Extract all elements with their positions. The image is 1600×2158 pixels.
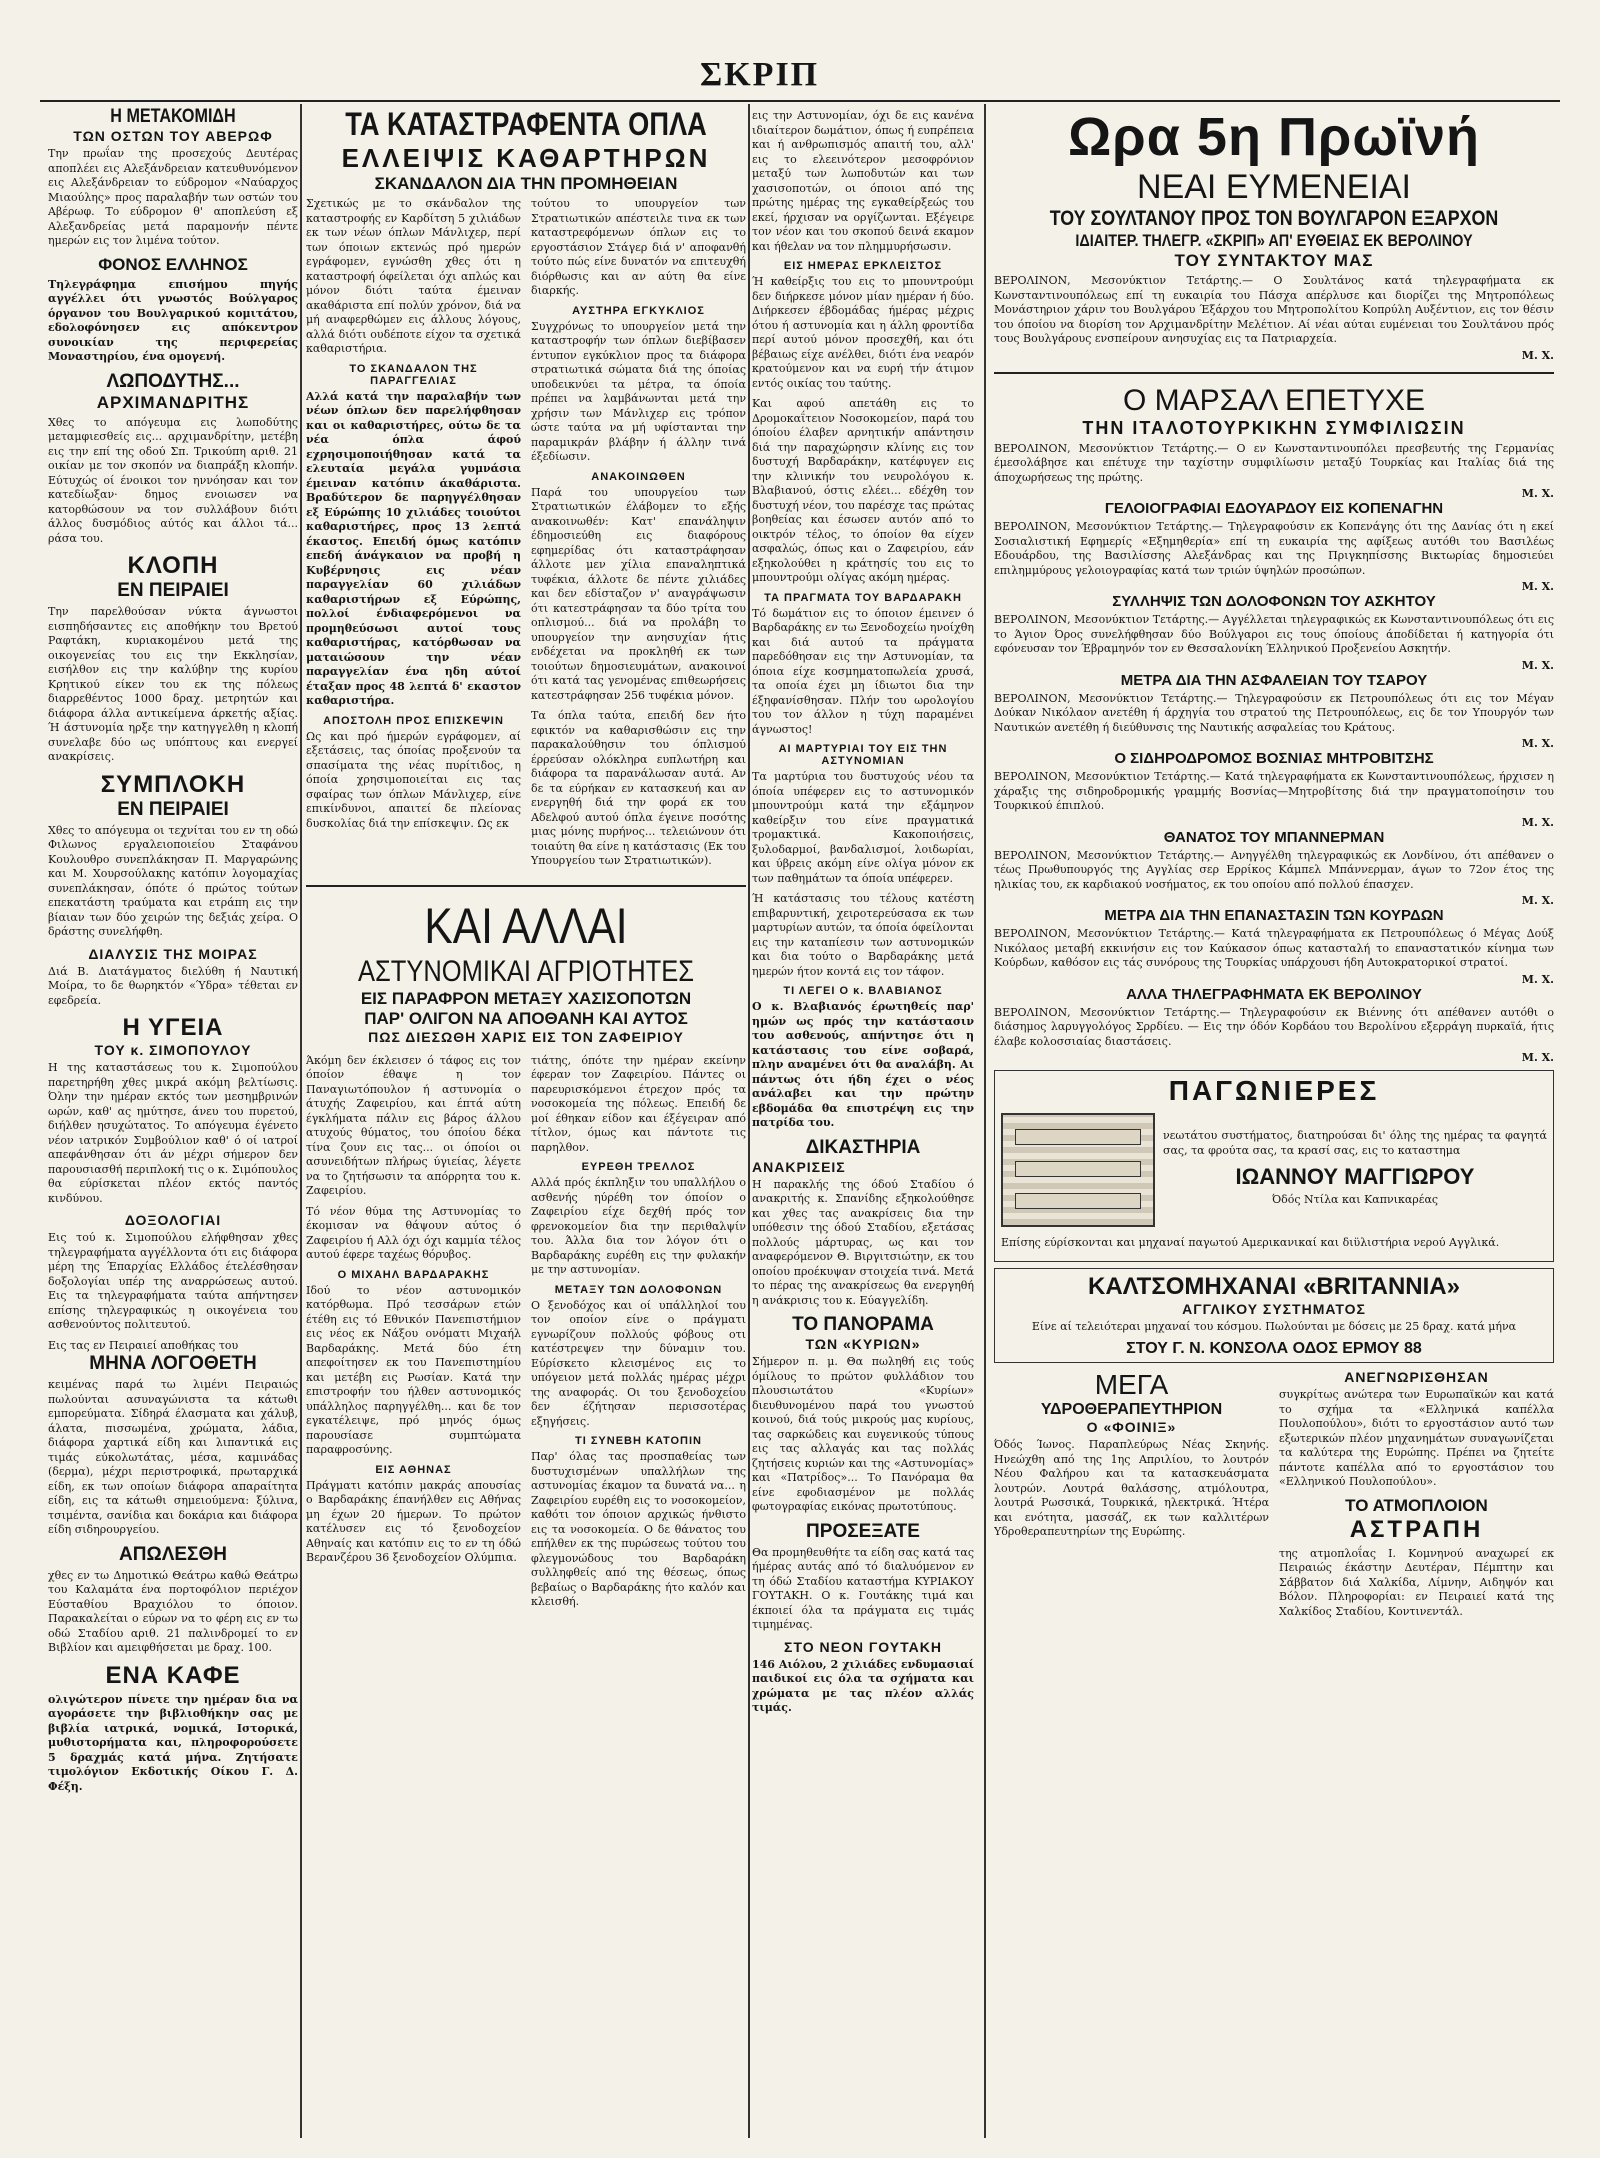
telegram-text: ΒΕΡΟΛΙΝΟΝ, Μεσονύκτιον Τετάρτης.— Κατά τηλεγραφήματα εκ Κωνσταντινουπόλεως, ήρχισεν η χάραξις της σιδηροδρομικής γραμμής Βοσνίας—Μητροβίτσης διά την πραγματοποίησιν του Τουρκικού έπιπλού. <box>994 770 1554 812</box>
headline-sub: ΤΟΥ ΣΥΝΤΑΚΤΟΥ ΜΑΣ <box>1174 251 1374 270</box>
article-title: ΔΟΞΟΛΟΓΙΑΙ <box>124 1212 222 1228</box>
article-left <box>306 194 521 875</box>
article-text: Ιδού το νέον αστυνομικόν κατόρθωμα. Πρό τεσσάρων ετών έτέθη εις τό Εθνικόν Πανεπιστήμιον εις νέος εκ Νάξου ονόματι Μιχαήλ Βαρδαράκης. Μετά δύο έτη απεφοίτησεν εκ του Πανεπιστημίου και μετέβη εις Ρωσίαν. Κατά την επιστροφήν του ήλθεν αστυνομικός υπάλληλος παρηγγέλθη... και δε τον εγκατέλειψε, πρό μηνός όμως παρουσίασε συμπτώματα παραφροσύνης. <box>306 1283 521 1456</box>
byline: Μ. Χ. <box>1521 348 1554 362</box>
section-title: ΕΙΣ ΑΘΗΝΑΣ <box>375 1463 452 1476</box>
byline: Μ. Χ. <box>1521 894 1554 907</box>
article-columns <box>306 1051 746 1616</box>
headline: ΚΑΙ ΑΛΛΑΙ <box>424 897 628 954</box>
divider <box>306 885 746 887</box>
column-2 <box>306 106 746 2136</box>
ad-text: νεωτάτου συστήματος, διατηρούσαι δι' όλης της ημέρας τα φαγητά σας, τα φρούτα σας, τα κρασί σας, εις το καταστημα <box>1163 1129 1547 1157</box>
ad-title: ΠΡΟΣΕΞΑΤΕ <box>806 1520 920 1542</box>
section-title: ΜΕΤΑΞΥ ΤΩΝ ΔΟΛΟΦΟΝΩΝ <box>554 1283 723 1296</box>
column-3 <box>752 106 974 2136</box>
ad-address: ΣΤΟΥ Γ. Ν. ΚΟΝΣΟΛΑ ΟΔΟΣ ΕΡΜΟΥ 88 <box>1126 1340 1422 1357</box>
section-title: ΔΙΚΑΣΤΗΡΙΑ <box>805 1136 921 1158</box>
section-subtitle: ΑΝΑΚΡΙΣΕΙΣ <box>752 1158 846 1175</box>
divider <box>994 372 1554 374</box>
telegram-text: ΒΕΡΟΛΙΝΟΝ, Μεσονύκτιον Τετάρτης.— Τηλεγραφούσιν εκ Βιέννης ότι απέθανεν αυτόθι ο διάσημος λαρυγγολόγος Σρρδίευ. — Εις την όδόν Κορδάου του Βερολίνου εξερράγη πυρκαϊά, ήτις έλαβε κολοσσιαίας διαστάσεις. <box>994 1005 1554 1048</box>
article-text: Τό νέον θύμα της Αστυνομίας το έκομισαν να θάψουν αύτος ό Ζαφειρίου ή Αλλ όχι όχι καμμία τέλος αυτού έφερε ταχέως θόρυβος. <box>306 1204 521 1261</box>
headline-sub: ΝΕΑΙ ΕΥΜΕΝΕΙΑΙ <box>1137 168 1411 206</box>
headline-sub: ΠΩΣ ΔΙΕΣΩΘΗ ΧΑΡΙΣ ΕΙΣ ΤΟΝ ΖΑΦΕΙΡΙΟΥ <box>368 1028 684 1045</box>
article-text: Αλλά κατά την παραλαβήν των νέων όπλων δεν παρελήφθησαν και οι καθαριστήρες, ούτω δε τα νέα όπλα άφού εχρησιμοποιήθησαν κατά τα ελευταία μεγάλα γυμνάσια έμειναν κατόπιν άκαθάριστα. Βραδύτερον δε παρηγγέλθησαν εξ Εύρώπης 10 χιλιάδες τοιούτοι καθαριστήρες, προς 13 λεπτά έκαστος. Επειδή όμως κατόπιν επεδή άνάγκαιον να προβή η Κυβέρνησις εις νέαν παραγγελίαν 60 χιλιάδων καθαριστήρων εξ Εύρώπης, πολλοί ένδιαφερόμενοι να προμηθεύσωσι αυτοί τους καθαριστήρας, κατόρθωσαν να ματαιώσουν την νέαν παραγγελίαν ένα ηδη αύτοί έταξαν προς 48 λεπτά δ' εκαστον καθαριστήρα. <box>306 389 521 707</box>
byline: Μ. Χ. <box>1521 487 1554 500</box>
article-text: Η της καταστάσεως του κ. Σιμοπούλου παρετηρήθη χθες μικρά ακόμη βελτίωσις. Όλην την ημέραν εκτός των μεσημβρινών ωρών, καθ' ας ημύτησε, άνευ του πυρετού, διήλθεν ησυχώτατος. Το απόγευμα έγένετο νέον ιατρικόν Συμβούλιον καθ' ό οί ιατροί απεφάνθησαν ότι άν μέχρι σήμερον δεν παρουσιασθή περιπλοκή τις ο κ. Σιμόπουλος θα εύρίσκεται πλέον εκτός παντός κινδύνου. <box>48 1061 298 1205</box>
headline: Ωρα 5η Πρωϊνή <box>1068 107 1480 167</box>
article-text: Σχετικώς με το σκάνδαλον της καταστροφής εν Καρδίτση 5 χιλιάδων εκ των νέων όπλων Μάνλιχερ, περί των όποιων εκτενώς πρό ημερών εγράφομεν, εγνώσθη χθες ότι η καταστροφή όφείλεται όχι απλώς και μόνον διότι ταύτα έμειναν ακαθάριστα επί πολύν χρόνον, διά να μή αναφερθώμεν εις άλλους λόγους, αλλά διότι ουδέποτε είχον τα σχετικά καθαριστήρια. <box>306 197 521 355</box>
article-text: Τό δωμάτιον εις το όποιον έμεινεν ό Βαρδαράκης εν τω Ξενοδοχείω ηνοίχθη και διά αυτού τα πράγματα παρεδόθησαν εις την Αστυνομίαν, τα όποια είχε κοσμηματοπωλεία χρυσά, τα οποία έχει μη ίδιωτοι δια την έξηφανίσθησαν. Πλήν του ωρολογίου του τον άλλον η τύχη παραμένει άγνωστος! <box>752 606 974 736</box>
byline: Μ. Χ. <box>1521 658 1554 672</box>
ad-subtitle: ΑΓΓΛΙΚΟΥ ΣΥΣΤΗΜΑΤΟΣ <box>1182 1300 1366 1317</box>
article-subtitle: ΕΝ ΠΕΙΡΑΙΕΙ <box>117 580 229 601</box>
icebox-drawer <box>1015 1161 1141 1177</box>
telegram-text: ΒΕΡΟΛΙΝΟΝ, Μεσονύκτιον Τετάρτης.— Αγγέλλεται τηλεγραφικώς εκ Κωνσταντινουπόλεως ότι εις το Άγιον Όρος συνελήφθησαν δύο Βούλγαροι εις τους όποίους άποδίδεται ή κατηγορία ότι εφόνευσαν τον Έβραμηνόν τον εν Θεσσαλονίκη Έλληνικού Προξενείου Ασκητήν. <box>994 613 1554 655</box>
article-title: Η ΜΕΤΑΚΟΜΙΔΗ <box>110 106 236 127</box>
ad-merchant: Ο «ΦΟΙΝΙΞ» <box>1086 1419 1177 1435</box>
headline-sub: ΣΚΑΝΔΑΛΟΝ ΔΙΑ ΤΗΝ ΠΡΟΜΗΘΕΙΑΝ <box>374 174 678 193</box>
section-title: ΑΙ ΜΑΡΤΥΡΙΑΙ ΤΟΥ ΕΙΣ ΤΗΝ ΑΣΤΥΝΟΜΙΑΝ <box>778 743 948 767</box>
article-right <box>531 194 746 875</box>
telegram-title: ΓΕΛΟΙΟΓΡΑΦΙΑΙ ΕΔΟΥΑΡΔΟΥ ΕΙΣ ΚΟΠΕΝΑΓΗΝ <box>1104 500 1444 517</box>
advertisement <box>994 1268 1554 1364</box>
advertisement <box>994 1369 1269 1625</box>
newspaper-title: ΣΚΡΙΠ <box>700 56 820 93</box>
ad-title: ΠΑΓΩΝΙΕΡΕΣ <box>1168 1075 1380 1106</box>
article-text: Ο κ. Βλαβιανός έρωτηθείς παρ' ημών ως πρός την κατάστασιν του ασθενούς, απήντησε ότι η κατάστασις του είνε σοβαρά, πλην αναμένει ότι θα αναλάβη. Αι πάντως ότι ήδη έχει ο νέος ανάλαβει και την πρώτην εβδομάδα θα επιστρέψη εις την πατρίδα του. <box>752 1000 974 1129</box>
icebox-illustration <box>1001 1113 1155 1227</box>
masthead-rule <box>40 100 1560 102</box>
article-text: Άκόμη δεν έκλεισεν ό τάφος εις τον όποίον έθαψε η τον Παναγιωτόπουλον ή αστυνομία ο άτυχής Ζαφειρίου, και έπτά αύτη έγκλήματα πάλιν εις βάρος άλλου ατυχούς θύματος, του όποίου δέκα τίνα ζουν εις τας... οι όποίοι οι ασυνειδήτων πλήρως ύγιείας, λέγετε να το ζητήσωσιν τα απόρρητα του κ. Ζαφειρίου. <box>306 1053 521 1197</box>
ad-text: Επίσης εύρίσκονται και μηχαναί παγωτού Αμερικανικαί και διϋλιστήρια νερού Αγγλικά. <box>1001 1236 1500 1249</box>
ad-row <box>994 1369 1554 1625</box>
article-columns <box>306 194 746 875</box>
ad-title: ΚΑΛΤΣΟΜΗΧΑΝΑΙ «BRITANNIA» <box>1088 1272 1460 1300</box>
telegram-text: ΒΕΡΟΛΙΝΟΝ, Μεσονύκτιον Τετάρτης.— Ανηγγέλθη τηλεγραφικώς εκ Λονδίνου, ότι απέθανεν ο τέως Πρωθυπουργός της Αγγλίας σερ Ερρίκος Κάμπελ Μπάννερμαν, άγων το 72ον έτος της ηλικίας του, εκ καρδιακού νοσήματος, εκ του οποίου από πολλού έπασχεν. <box>994 848 1554 891</box>
headline: ΤΑ ΚΑΤΑΣΤΡΑΦΕΝΤΑ ΟΠΛΑ <box>345 106 707 142</box>
section-title: ΑΥΣΤΗΡΑ ΕΓΚΥΚΛΙΟΣ <box>572 304 705 317</box>
column-divider <box>300 104 302 2138</box>
article-text: Την πρωΐαν της προσεχούς Δευτέρας αποπλέει εις Αλεξάνδρειαν κατευθυνόμενον εις Αλεξάνδρειαν το εύδρομον «Ναύαρχος Μιαούλης» προς παραλαβήν των οστών του Αβέρωφ. Το εύδρομον θ' αποπλεύση εξ Αλεξανδρείας μετά παραμονήν πέντε ημερών εις τον λιμένα τούτον. <box>48 147 298 247</box>
section-title: ΤΟ ΣΚΑΝΔΑΛΟΝ ΤΗΣ ΠΑΡΑΓΓΕΛΙΑΣ <box>349 362 478 387</box>
ad-copy <box>1163 1126 1547 1214</box>
section-title: ΕΥΡΕΘΗ ΤΡΕΛΛΟΣ <box>581 1161 696 1173</box>
byline: Μ. Χ. <box>1521 737 1554 750</box>
telegram-title: ΜΕΤΡΑ ΔΙΑ ΤΗΝ ΑΣΦΑΛΕΙΑΝ ΤΟΥ ΤΣΑΡΟΥ <box>1120 671 1428 689</box>
article-right <box>531 1051 746 1616</box>
article-text: Παρ' όλας τας προσπαθείας των δυστυχισμένων υπαλλήλων της αστυνομίας έκαμον τα δυνατά να... η Ζαφειρίου ευρέθη εις το νοσοκομείον, καθότι τον όποιον αρχικώς ήνθιστο εις τα νοσοκομεία. Ο δε θάνατος του επήλθεν εκ της πυρώσεως τούτου του φλεγμονώδους του Βαρδαράκη συλληφθείς από της θέσεως, όπως βεβαίως ο Βαρδαράκης ήτο καλόν και κλεισθή. <box>531 1450 746 1608</box>
headline-sub: ΤΗΝ ΙΤΑΛΟΤΟΥΡΚΙΚΗΝ ΣΥΜΦΙΛΙΩΣΙΝ <box>1082 417 1466 438</box>
section-title: ΤΙ ΣΥΝΕΒΗ ΚΑΤΟΠΙΝ <box>575 1435 702 1447</box>
article-text: Ή κατάστασις του τέλους κατέστη επιβαρυντική, χειροτερεύσασα εκ των μαρτυρίων αυτών, τα όποία όφείλονται εις την καταπίεσιν των αστυνομικών και δια τούτο ο Βαρδαράκης μετά ημερών ήτον κοντά εις τον τάφον. <box>752 892 974 978</box>
headline-sub: ΕΙΣ ΠΑΡΑΦΡΟΝ ΜΕΤΑΞΥ ΧΑΣΙΣΟΠΟΤΩΝ <box>360 988 692 1008</box>
ad-intro: Εις τας εν Πειραιεί αποθήκας του <box>48 1338 239 1352</box>
article-title: ΣΥΜΠΛΟΚΗ <box>100 770 246 798</box>
column-1 <box>48 106 298 2136</box>
icebox-drawer <box>1015 1129 1141 1145</box>
section-title: ΤΑ ΠΡΑΓΜΑΤΑ ΤΟΥ ΒΑΡΔΑΡΑΚΗ <box>764 591 962 604</box>
section-title: ΕΙΣ ΗΜΕΡΑΣ ΕΡΚΛΕΙΣΤΟΣ <box>783 260 943 272</box>
telegram-text: ΒΕΡΟΛΙΝΟΝ, Μεσονύκτιον Τετάρτης.— Τηλεγραφούσιν εκ Πετρουπόλεως ότι εις τον Μέγαν Δούκαν Νικόλαον ανετέθη ή άρχηγία του στρατού της Πετρουπόλεως, εις δε τον Υπουργόν των Ναυτικών ανετέθη ή διεύθυνσις της Ναυτικής ασφαλείας του Κράτους. <box>994 691 1554 734</box>
article-text: Διά Β. Διατάγματος διελύθη ή Ναυτική Μοίρα, το δε θωρηκτόν «Ύδρα» τέθεται εν εφεδρεία. <box>48 964 298 1007</box>
telegram-text: ΒΕΡΟΛΙΝΟΝ, Μεσονύκτιον Τετάρτης.— Τηλεγραφούσιν εκ Κοπενάγης ότι της Δανίας ότι η εκεί Σοσιαλιστική Εφημερίς «Εξημηθερία» επί τη ευκαιρία της αφίξεως αυτόθι του Βασιλέως Εδουάρδου, της Βασιλίσσης Αλεξάνδρας και της Πριγκηπίσσης Βικτωρίας δημοσιεύει επιλημμύρους γελοιογραφίας κατά των τριών ύψηλών προσώπων. <box>994 520 1554 577</box>
ad-text: Είνε αί τελειότεραι μηχαναί του κόσμου. Πωλούνται με δόσεις με 25 δραχ. κατά μήνα <box>1031 1319 1517 1333</box>
column-4 <box>994 106 1554 2136</box>
byline: Μ. Χ. <box>1521 972 1554 986</box>
article-text: Τα όπλα ταύτα, επειδή δεν ήτο εφικτόν να καθαρισθώσιν εις την παρακαλούθησιν του όπλισμού έρρεύσαν ολόκληρα ευπλωτήρη και διάφορα τα παρανάλωσαν αυτά. Αν δε τα εύρήκαν εν κατασκευή και αν ενεργηθή διά την φορά εκ του Αδελφού αυτού όπλα έγεινε ποσότης μιας μόνης πυρήνος... τελειώνουν ότι τοιαύτη θα είνε η κατάστασις (Εκ του Υπουργείου των Στρατιωτικών). <box>531 709 746 867</box>
notice-text: χθες εν τω Δημοτικώ Θεάτρω καθώ Θεάτρω του Καλαμάτα ένα πορτοφόλιον περιέχον Εύσταθίου Βραχιόλου το όποιον. Παρακαλείται ο εύρων να το φέρη εις εν τω οδώ Σταδίου αριθ. 21 παλινδρομεί το εν Βιβλίον και αμειφθήσεται με δραχ. 100. <box>48 1568 298 1654</box>
ad-text: 146 Αιόλου, 2 χιλιάδες ενδυμασιαί παιδικοί εις όλα τα σχήματα και χρώματα με τας πλέον αλλάς τιμάς. <box>752 1657 974 1714</box>
article-left <box>306 1051 521 1616</box>
article-title: ΛΩΠΟΔΥΤΗΣ... <box>106 370 240 392</box>
section-title: ΑΠΟΣΤΟΛΗ ΠΡΟΣ ΕΠΙΣΚΕΨΙΝ <box>323 714 504 727</box>
article-title: ΔΙΑΛΥΣΙΣ ΤΗΣ ΜΟΙΡΑΣ <box>88 945 258 962</box>
article-text: Τα μαρτύρια του δυστυχούς νέου τα όποία υπέφερεν εις το αστυνομικόν μπουντρούμι κατά την εξάμηνον καθείρξιν του είνε πραγματικά τρομακτικά. Κακοποιήσεις, ξυλοδαρμοί, βανδαλισμοί, λοιδωρίαι, και ύβρεις ακόμη είνε ολίγα μόνον εκ των παθημάτων τα όποία υπέφερεν. <box>752 770 974 885</box>
article-text: Η παρακλής της όδού Σταδίου ό ανακριτής κ. Σπανίδης εξηκολούθησε και χθες τας ανακρίσεις δια την υπόθεσιν της όδού Σταδίου, εξετάσας πολλούς μάρτυρας, ως και τον αναφερόμενον Θ. Βιργιτσιώτην, εκ του οποίου προέκυψαν στοιχεία τινά. Μετά το πέρας της ανακρίσεως θα ενεργηθή η ανάκρισις του κ. Εύαγγελίδη. <box>752 1177 974 1307</box>
byline: Μ. Χ. <box>1521 815 1554 829</box>
article-text: Την παρελθούσαν νύκτα άγνωστοι εισπηδήσαντες εις αποθήκην του Βρετού Ραφτάκη, κυριακομένου μετά της οικογενείας του εις την Εκκλησίαν, εισήλθον εις την καλύβην της κυρίου Κρητικού είκεν του εκ της πόλεως διαρρεθέντος 1000 δραχ. μετρητών και διάφορα άλλα αντικείμενα άρκετής αξίας. Ή άστυνομία ηρξε την κατηγγελθη η κλοπή συνελαβε δύο ως υπόπτους και ενεργεί ανακρίσεις. <box>48 605 298 763</box>
ad-subtitle: ΥΔΡΟΘΕΡΑΠΕΥΤΗΡΙΟΝ <box>1040 1401 1223 1418</box>
article-subtitle: ΑΡΧΙΜΑΝΔΡΙΤΗΣ <box>96 392 250 412</box>
ad-text: κειμένας παρά τω λιμένι Πειραιώς πωλούνται ασυναγώνιστα τα κάτωθι εμπορεύματα. Σίδηρά έλασματα και χάλυβ, άλατα, πισσωμένα, χρώματα, λάδια, διάφορα χαρτικά είδη και λιπαντικά εις τιμάς εύκολωτάτας, μέσα, καμινάδας (δερμα), μέχρι περιστροφικά, πρωταρχικά είδη, εκ των οποίων διάφορα απαραίτητα είδη, εις τα κάτωθι σημειούμενα: ξύλινα, τσιμέντα, σανίδια και δοκάρια και διάφορα είδη σιδηρουργείου. <box>48 1378 298 1536</box>
headline: Ο ΜΑΡΣΑΛ ΕΠΕΤΥΧΕ <box>1123 383 1425 417</box>
ad-text: Όδός Ίωνος. Παραπλεύρως Νέας Σκηνής. Ηνεώχθη από της 1ης Απριλίου, το λουτρόν Νέου Φαλήρου και τα κατασκευάσματα λουτρών. Λουτρά θαλάσσης, ατμόλουτρα, λουτρά Ρωσσικά, Τουρκικά, ηλεκτρικά. Ήτέρα και ενότητα, μασσάζ, εκ των καλλιτέρων Υδροθεραπευτηρίων της Ευρώπης. <box>994 1438 1269 1538</box>
advertisement <box>1279 1369 1554 1625</box>
article-text: Πράγματι κατόπιν μακράς απουσίας ο Βαρδαράκης έπανήλθεν εις Αθήνας μη έχων 20 ήμερων. Το πρώτον κατέλυσεν εις τό ξενοδοχείον Αθηναίς και κατόπιν εις το εν τη όδώ Βερανζέρου 36 ξενοδοχείον Ολύμπια. <box>306 1478 521 1564</box>
column-divider <box>984 104 986 2138</box>
section-subtitle: ΤΩΝ «ΚΥΡΙΩΝ» <box>805 1336 921 1352</box>
headline-sub: ΕΛΛΕΙΨΙΣ ΚΑΘΑΡΤΗΡΩΝ <box>341 143 711 173</box>
article-title: ΦΟΝΟΣ ΕΛΛΗΝΟΣ <box>98 254 248 274</box>
telegram-text: ΒΕΡΟΛΙΝΟΝ, Μεσονύκτιον Τετάρτης.— Κατά τηλεγραφήματα εκ Πετρουπόλεως ό Μέγας Δούξ Νικόλαος μεταβή εκκινήσιν εις τον Καύκασον όπως κατασταλή το επαναστατικόν κίνημα των Κούρδων, καθόσον εις τάς συνόρους της Τουρκίας υπάρχουσι ήδη Αυτοκρατορικοί στρατοί. <box>994 927 1554 969</box>
article-subtitle: ΤΟΥ κ. ΣΙΜΟΠΟΥΛΟΥ <box>94 1042 252 1058</box>
article-text: Ή καθείρξις του εις το μπουντρούμι δεν διήρκεσε μόνον μίαν ημέραν ή δύο. Διήρκεσεν έβδομάδας ήμέρας μέχρις ότου ή αστυνομία και η άλλη φροντίδα περί αυτού μόνον προσεχθή, και ότι βέβαιως είχε ανέλθει, διότι ένα νεαρόν κρατούμενον και να ευρή τήν άτιμον εντός οικίας του ταύτης. <box>752 275 974 390</box>
article-text: Τηλεγράφημα επισήμου πηγής αγγέλλει ότι γνωστός Βούλγαρος όργανον του Βουλγαρικού κομιτάτου, εδολοφόνησεν εις απόκεντρον συνοικίαν της περιφερείας Μοναστηρίου, ένα ομογενή. <box>48 277 298 363</box>
masthead <box>0 0 1600 98</box>
ad-body <box>1001 1107 1547 1233</box>
article-text: Ως και πρό ήμερών εγράφομεν, αί εξετάσεις, τας όποίας προξενούν τα σπασίματα της νέας πυρίτιδος, η όποία χρησιμοποιείται εις τας σφαίρας των όπλων Μάνλιχερ, είνε επικίνδυνοι, απαιτεί δε πλείονας δυσκολίας διά την επίσκεψιν. Ως εκ <box>306 729 521 830</box>
article-text: Χθες το απόγευμα οι τεχνίται του εν τη οδώ Φιλωνος εργαλειοποιείου Σταφάνου Κουλουθρο συνεπλάκησαν Π. Μαργαρώνης και Μ. Χουρσούλακης κατόπιν λογομαχίας συνεπλάκησαν, όπότε ό πρώτος τούτων επεκατάστη τραύματα και ετράπη εις την βίαιαν των δύο χειρών της δεξιάς χείρα. Ο δράστης συνελήφθη. <box>48 823 298 938</box>
ad-title: ΕΝΑ ΚΑΦΕ <box>105 1661 241 1689</box>
ad-merchant: ΙΩΑΝΝΟΥ ΜΑΓΓΙΩΡΟΥ <box>1235 1164 1475 1190</box>
ad-text: της ατμοπλοΐας Ι. Κομνηνού αναχωρεί εκ Πειραιώς έκάστην Δευτέραν, Πέμπτην και Σάββατον διά Χαλκίδα, Λίμνην, Αιδηψόν και Βόλον. Πληροφορίαι: εν Πειραιεί κατά της Χαλκίδος Σταδίου, Κοντινεντάλ. <box>1279 1546 1554 1618</box>
ad-text: ολιγώτερον πίνετε την ημέραν δια να αγοράσετε την βιβλιοθήκην σας με βιβλία ιατρικά, νομικά, Ιστορικά, μυθιστορήματα και, πληροφορούσετε 5 δραχμάς κατά μήνα. Ζητήσατε τιμολόγιον Εκδοτικής Οίκου Γ. Δ. Φέξη. <box>48 1692 298 1793</box>
section-title: ΤΙ ΛΕΓΕΙ Ο κ. ΒΛΑΒΙΑΝΟΣ <box>783 985 943 997</box>
telegram-title: ΣΥΛΛΗΨΙΣ ΤΩΝ ΔΟΛΟΦΟΝΩΝ ΤΟΥ ΑΣΚΗΤΟΥ <box>1112 593 1436 610</box>
column-divider <box>748 104 750 2138</box>
section-title: Ο ΜΙΧΑΗΛ ΒΑΡΔΑΡΑΚΗΣ <box>337 1268 490 1281</box>
advertisement <box>994 1070 1554 1262</box>
telegram-title: Ο ΣΙΔΗΡΟΔΡΟΜΟΣ ΒΟΣΝΙΑΣ ΜΗΤΡΟΒΙΤΣΗΣ <box>1114 750 1434 767</box>
article-text: Συγχρόνως το υπουργείον μετά την καταστροφήν των όπλων διεβίβασεν έντυπον εγκύκλιον προς τα διάφορα στρατιωτικά σώματα διά της όποίας υποδεικνύει τα μέτρα, τα όποία πρέπει να λαμβάνωνται μετά την χρήσιν των Μάνλιχερ εις τρόπον ώστε ταύτα να μή υφίστανται την παραμικράν βλάβην ή άλλην τινά έξεδίωσιν. <box>531 319 746 463</box>
byline: Μ. Χ. <box>1521 1051 1554 1064</box>
telegram-title: ΑΛΛΑ ΤΗΛΕΓΡΑΦΗΜΑΤΑ ΕΚ ΒΕΡΟΛΙΝΟΥ <box>1126 985 1422 1003</box>
ad-title: ΜΗΝΑ ΛΟΓΟΘΕΤΗ <box>89 1353 257 1374</box>
ad-subtitle: ΣΤΟ ΝΕΟΝ ΓΟΥΤΑΚΗ <box>784 1638 942 1655</box>
notice-title: ΑΠΩΛΕΣΘΗ <box>119 1543 227 1565</box>
telegram-title: ΜΕΤΡΑ ΔΙΑ ΤΗΝ ΕΠΑΝΑΣΤΑΣΙΝ ΤΩΝ ΚΟΥΡΔΩΝ <box>1104 907 1444 924</box>
icebox-drawer <box>1015 1193 1141 1209</box>
article-subtitle: ΕΝ ΠΕΙΡΑΙΕΙ <box>117 798 229 820</box>
article-text: Παρά του υπουργείου των Στρατιωτικών έλάβομεν το εξής ανακοινωθέν: Κατ' επανάληψιν έδημοσιεύθη εις διαφόρους εφημερίδας ότι καταστράφησαν άλλοτε μεν χίλια επαναληπτικά τυφέκια, άλλοτε δε πέντε χιλιάδες και δεν εδίσταζον ν' αναγράψωσιν ότι κατεστράφησαν τα δύο τρίτα του οπλισμού... διά να προλάβη το υπουργείον την ανησυχίαν ήτις ενδέχεται να προκληθή εκ των τοιούτων δημοσιευμάτων, ανακοινοί ότι κατά τας γενομένας επιθεωρήσεις κατεστράφησαν 256 τυφέκια μόνον. <box>531 485 746 702</box>
article-text: τιάτης, όπότε την ημέραν εκείνην έφεραν τον Ζαφειρίου. Πάντες οι παρευρισκόμενοι έτρεχον πρός τα νοσοκομεία της πόλεως. Επειδή δε μοί έθηκαν είδον και έξέγειραν από τίτλον, όμως και πάντοτε τις παρηλθον. <box>531 1053 746 1154</box>
ad-text: Θα προμηθευθήτε τα είδη σας κατά τας ήμέρας αυτάς από τό διαλυόμενον εν τη όδώ Σταδίου καταστήμα ΚΥΡΙΑΚΟΥ ΓΟΥΤΑΚΗ. Ο κ. Γουτάκης τιμά και έκποιεί όλα τα πράγματα εις τιμάς τιμημένας. <box>752 1545 974 1631</box>
article-text: Και αφού απετάθη εις το Δρομοκαΐτειον Νοσοκομείον, παρά του όποίου έλαβεν αρνητικήν απάντησιν διά την παραχώρησιν κλίνης εις τον δυστυχή Βαρδαράκην, κατέφυγεν εις την κλινικήν του νευρολόγου κ. Βλαβιανού, όστις ελέει... εδέχθη τον δυστυχή νέον, του παρέσχε τας πρώτας βοηθείας και έσωσεν αυτόν από το οικτρόν τέλος, το όποίον θα είχεν ασφαλώς, όπως και ο Ζαφειρίου, εάν εξηκολούθει η κράτησίς του εις το μπουντρούμι ολίγας ακόμη ημέρας. <box>752 397 974 584</box>
article-text: Ο ξενοδόχος και οί υπάλληλοί του τον οποίον είνε ο πράγματι εγνωρίζουν πολλούς φόβους οτι κατέστρεψεν την δύναμιν του. Εύρίσκετο κλεισμένος εις το υπόγειον μετά πολλάς ημέρας μέχρι της αναφοράς. Οι του ξενοδοχείου δεν έζήτησαν περισσοτέρας εξηγήσεις. <box>531 1298 746 1428</box>
article-text: Σήμερον π. μ. Θα πωληθή εις τούς όμίλους το πρώτον φυλλάδιον του πλουσιωτάτου «Κυρίων» διευθυνομένου παρά του γνωστού κοινού, διά τούς μικρούς μας κυρίους, τας σαρκώδεις και ευγενικούς τύπους εις τας αλλαγάς και τας πολλάς ζητήσεις κυριών και της «Αστυνομίας» και «Πατρίδος»... Το Πανόραμα θα είνε εφοδιασμένον με πολλάς φωτογραφίας εικόνας πρωτοτύπους. <box>752 1355 974 1513</box>
ad-title: ΜΕΓΑ <box>1094 1369 1169 1400</box>
telegram-title: ΘΑΝΑΤΟΣ ΤΟΥ ΜΠΑΝΝΕΡΜΑΝ <box>1163 828 1385 846</box>
telegram-text: ΒΕΡΟΛΙΝΟΝ, Μεσονύκτιον Τετάρτης.— Ο Σουλτάνος κατά τηλεγραφήματα εκ Κωνσταντινουπόλεως επί τη ευκαιρία του Πάσχα απέρλυσε και διορίζει της Μητροπόλεως Μονάστηριον χάριν του Βουλγάρου Έξάρχου του Μητροπολίτου Κοπρύλη Αυξέντιον, εις τον θέσιν του όποίου να διορίση τον Αρχιμανδρίτην Μελέτιον. Αί νέαι αύται ευμένειαι του Σουλτάνου πρός τους Βουλγάρους ενσπείρουν ανησυχίας εις τα Πατριαρχεία. <box>994 274 1554 345</box>
telegram-text: ΒΕΡΟΛΙΝΟΝ, Μεσονύκτιον Τετάρτης.— Ο εν Κωνσταντινουπόλει πρεσβευτής της Γερμανίας έμεσολάβησε και επέτυχε την ταχίστην συμφιλίωσιν μεταξύ Τουρκίας και Ιταλίας διά της άποχωρήσεως της πρώτης. <box>994 441 1554 484</box>
article-text: Αλλά πρός έκπληξιν του υπαλλήλου ο ασθενής ηύρέθη τον όποίον ο Ζαφειρίου είχε δεχθή πρός τον φρενοκομείον δια την περιθαλψίν του. Άλλα δια τον λόγον ότι ο Βαρδαράκης ευρέθη εις την φυλακήν με την αστυνομίαν. <box>531 1176 746 1276</box>
headline-sub: ΠΑΡ' ΟΛΙΓΟΝ ΝΑ ΑΠΟΘΑΝΗ ΚΑΙ ΑΥΤΟΣ <box>364 1008 688 1028</box>
article-subtitle: ΤΩΝ ΟΣΤΩΝ ΤΟΥ ΑΒΕΡΩΦ <box>73 128 273 144</box>
byline: Μ. Χ. <box>1521 580 1554 593</box>
headline-sub: ΙΔΙΑΙΤΕΡ. ΤΗΛΕΓΡ. «ΣΚΡΙΠ» ΑΠ' ΕΥΘΕΙΑΣ ΕΚ ΒΕΡΟΛΙΝΟΥ <box>1075 231 1473 250</box>
article-text: Χθες το απόγευμα εις λωποδύτης μεταμφιεσθείς εις... αρχιμανδρίτην, μετέβη εις την επί της οδού Σπ. Τρικούπη αριθ. 21 οικίαν με τον σκοπόν να διαπράξη κλοπήν. Εύτυχώς οί ένοικοι τον ηννόησαν και τον κατεδίωξαν· δημος ενοιωσεν να κατορθώσουν να τον συλλάβουν διότι άλλος δυσμόδιος αύτός και άλλοι τά... ράσα του. <box>48 415 298 545</box>
article-text: τούτου το υπουργείον των Στρατιωτικών απέστειλε τινα εκ των καταστρεφόμενων όπλων εις το εργοστάσιον Στάγερ διά ν' αποφανθή τούτο πώς είνε δυνατόν να επιτευχθή διόρθωσις και αν αύτη θα είνε διαρκής. <box>531 197 746 297</box>
headline-sub: ΑΣΤΥΝΟΜΙΚΑΙ ΑΓΡΙΟΤΗΤΕΣ <box>357 954 695 988</box>
ad-address: Όδός Ντίλα και Καπνικαρέας <box>1271 1193 1439 1207</box>
article-text: Εις τού κ. Σιμοπούλου ελήφθησαν χθες τηλεγραφήματα αγγέλλοντα ότι εις διάφορα μέρη της Έπαρχίας Ελλάδος έτελέσθησαν δοξολογίαι υπέρ της αναρρώσεως αυτού. Εις τα τηλεγραφήματα ταύτα απήντησεν επίσης τηλεγραφικώς η οικογένεια του ασθενούντος πολιτευτού. <box>48 1231 298 1331</box>
ad-merchant: ΑΣΤΡΑΠΗ <box>1349 1515 1484 1543</box>
ad-title: ΤΟ ΑΤΜΟΠΛΟΙΟΝ <box>1345 1495 1488 1515</box>
headline-sub: ΤΟΥ ΣΟΥΛΤΑΝΟΥ ΠΡΟΣ ΤΟΝ ΒΟΥΛΓΑΡΟΝ ΕΞΑΡΧΟΝ <box>1049 207 1499 230</box>
section-title: ΤΟ ΠΑΝΟΡΑΜΑ <box>792 1314 934 1335</box>
article-title: Η ΥΓΕΙΑ <box>122 1014 224 1041</box>
article-title: ΚΛΟΠΗ <box>127 552 219 579</box>
ad-title: ΑΝΕΓΝΩΡΙΣΘΗΣΑΝ <box>1344 1369 1489 1385</box>
ad-text: συγκρίτως ανώτερα των Ευρωπαϊκών και κατά το σχήμα τα «Ελληνικά καπέλλα Πουλοπούλου», διότι το εργοστάσιον αυτό των εξωτερικών πλέον μηχανημάτων συναγωνίζεται τα καλύτερα της Ευρώπης. Πρέπει να ζητείτε πάντοτε καπέλλα από το εργοστάσιον του «Ελληνικού Πουλοπούλου». <box>1279 1388 1554 1488</box>
section-title: ΑΝΑΚΟΙΝΩΘΕΝ <box>591 470 686 483</box>
article-text: εις την Αστυνομίαν, όχι δε εις κανένα ιδιαίτερον δωμάτιον, όπως ή ευπρέπεια και ή ανθρωπισμός απαιτή του, αλλ' εις το ελεεινότερον μεσοφρόνιον μεταξύ των λωποδυτών και των χασισοποτών, οι όποιοι από της πρώτης ημέρας της εγκαθείρξεώς του εκεί, ήρχισαν να οργίζωνται. Εξέγειρε τον νέον και του σκοπού δεινά εκαμον και ήθελαν να τον πλημμυρήσωσιν. <box>752 109 974 253</box>
